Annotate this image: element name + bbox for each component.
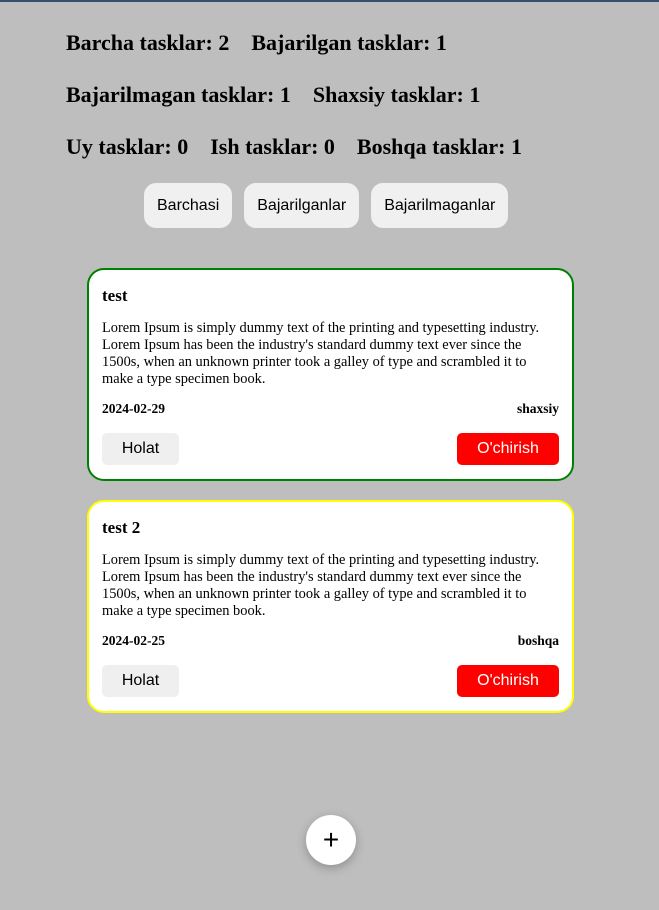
stat-work: Ish tasklar: 0	[210, 134, 335, 159]
task-card	[87, 500, 574, 713]
stat-home: Uy tasklar: 0	[66, 134, 189, 159]
task-date: 2024-02-29	[102, 401, 165, 416]
stat-undone: Bajarilmagan tasklar: 1	[66, 82, 291, 107]
delete-button[interactable]: O'chirish	[457, 433, 559, 465]
task-category: boshqa	[517, 633, 559, 648]
stat-all: Barcha tasklar: 2	[66, 30, 230, 55]
filter-all-button[interactable]: Barchasi	[144, 183, 232, 228]
stats-row-1	[66, 30, 469, 56]
add-task-button[interactable]: +	[306, 815, 356, 865]
task-title: test 2	[102, 518, 141, 537]
stats-row-3	[66, 134, 544, 160]
stat-personal: Shaxsiy tasklar: 1	[312, 82, 481, 107]
stats-row-2	[66, 82, 502, 108]
filter-undone-button[interactable]: Bajarilmaganlar	[371, 183, 508, 228]
task-description: Lorem Ipsum is simply dummy text of the printing and typesetting industry. Lorem Ipsum has been the industry's standard dummy text ever since the 1500s, when an unknown printer took a galley of type and scrambled it to make a type specimen book.	[102, 320, 540, 387]
task-category: shaxsiy	[516, 401, 559, 416]
status-button[interactable]: Holat	[102, 665, 179, 697]
filter-done-button[interactable]: Bajarilganlar	[244, 183, 359, 228]
task-title: test	[102, 286, 128, 305]
delete-button[interactable]: O'chirish	[457, 665, 559, 697]
task-description: Lorem Ipsum is simply dummy text of the printing and typesetting industry. Lorem Ipsum has been the industry's standard dummy text ever since the 1500s, when an unknown printer took a galley of type and scrambled it to make a type specimen book.	[102, 552, 540, 619]
task-date: 2024-02-25	[102, 633, 165, 648]
stat-done: Bajarilgan tasklar: 1	[251, 30, 447, 55]
status-button[interactable]: Holat	[102, 433, 179, 465]
filter-buttons	[144, 183, 508, 228]
stat-other: Boshqa tasklar: 1	[356, 134, 522, 159]
task-card	[87, 268, 574, 481]
